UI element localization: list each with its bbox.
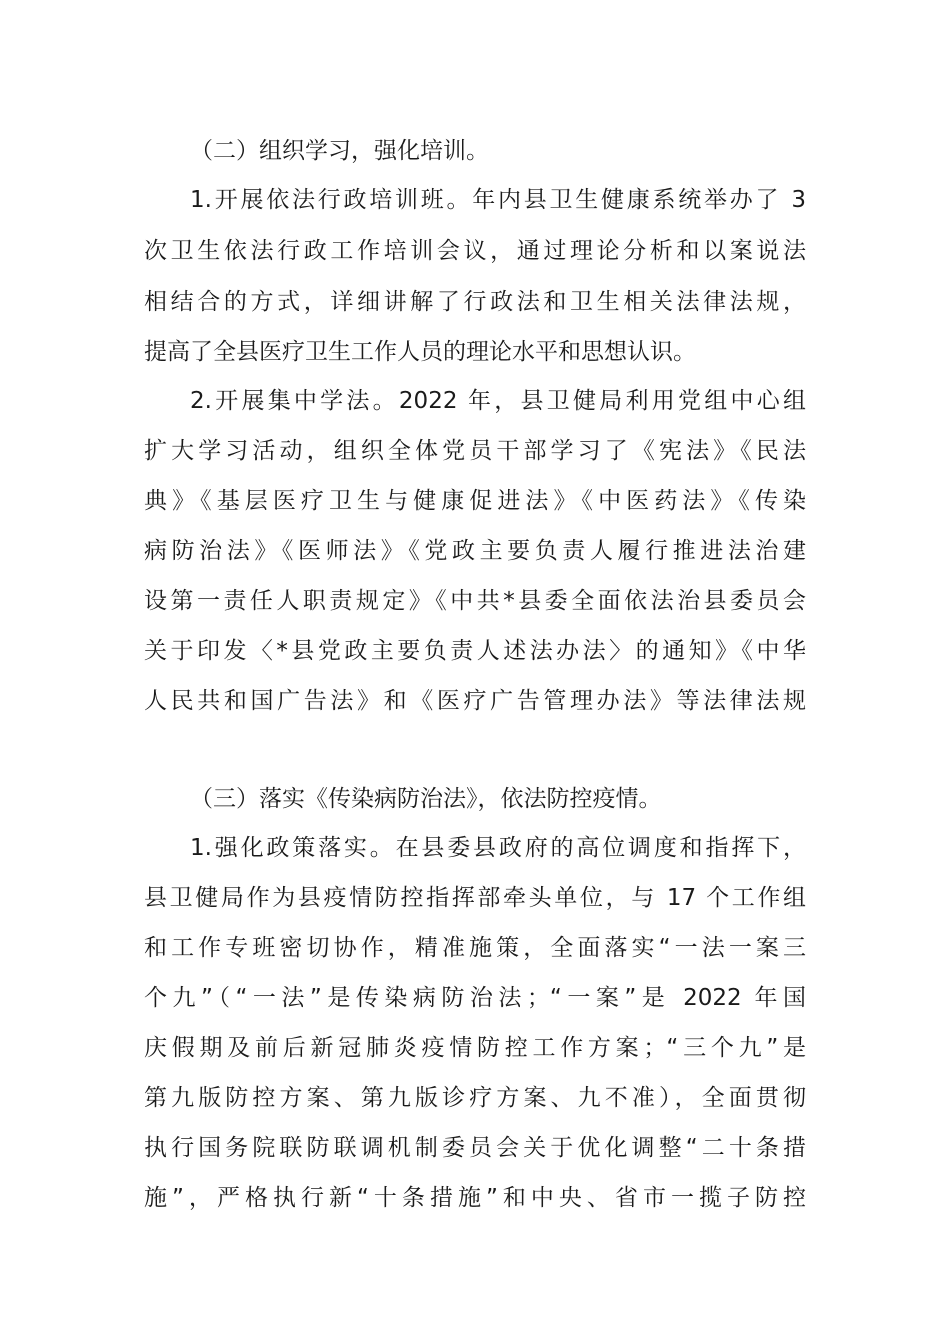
- paragraph-2-line-5: 设第一责任人职责规定》《中共*县委全面依法治县委员会: [144, 588, 806, 614]
- paragraph-3-line-3: 和工作专班密切协作，精准施策，全面落实“一法一案三: [144, 935, 806, 961]
- paragraph-2-line-3: 典》《基层医疗卫生与健康促进法》《中医药法》《传染: [144, 488, 806, 514]
- paragraph-2-line-2: 扩大学习活动，组织全体党员干部学习了《宪法》《民法: [144, 438, 806, 464]
- paragraph-3-line-2: 县卫健局作为县疫情防控指挥部牵头单位，与 17 个工作组: [144, 885, 806, 911]
- paragraph-2-line-7: 人民共和国广告法》和《医疗广告管理办法》等法律法规: [144, 688, 806, 714]
- section-heading-2: （二）组织学习，强化培训。: [190, 138, 489, 164]
- paragraph-1-line-2: 次卫生依法行政工作培训会议，通过理论分析和以案说法: [144, 238, 806, 264]
- paragraph-3-line-8: 施”，严格执行新“十条措施”和中央、省市一揽子防控: [144, 1185, 806, 1211]
- paragraph-2-line-1: 2.开展集中学法。2022 年，县卫健局利用党组中心组: [190, 388, 806, 414]
- paragraph-3-line-1: 1.强化政策落实。在县委县政府的高位调度和指挥下，: [190, 835, 806, 861]
- paragraph-1-line-4: 提高了全县医疗卫生工作人员的理论水平和思想认识。: [144, 339, 696, 365]
- paragraph-2-line-4: 病防治法》《医师法》《党政主要负责人履行推进法治建: [144, 538, 806, 564]
- section-heading-3: （三）落实《传染病防治法》，依法防控疫情。: [190, 786, 662, 812]
- paragraph-1-line-1: 1.开展依法行政培训班。年内县卫生健康系统举办了 3: [190, 187, 806, 213]
- paragraph-3-line-5: 庆假期及前后新冠肺炎疫情防控工作方案；“三个九”是: [144, 1035, 806, 1061]
- paragraph-3-line-4: 个九”（“一法”是传染病防治法；“一案”是 2022 年国: [144, 985, 806, 1011]
- paragraph-2-line-6: 关于印发〈*县党政主要负责人述法办法〉的通知》《中华: [144, 638, 806, 664]
- paragraph-1-line-3: 相结合的方式，详细讲解了行政法和卫生相关法律法规，: [144, 289, 806, 315]
- paragraph-3-line-7: 执行国务院联防联调机制委员会关于优化调整“二十条措: [144, 1135, 806, 1161]
- paragraph-3-line-6: 第九版防控方案、第九版诊疗方案、九不准），全面贯彻: [144, 1085, 806, 1111]
